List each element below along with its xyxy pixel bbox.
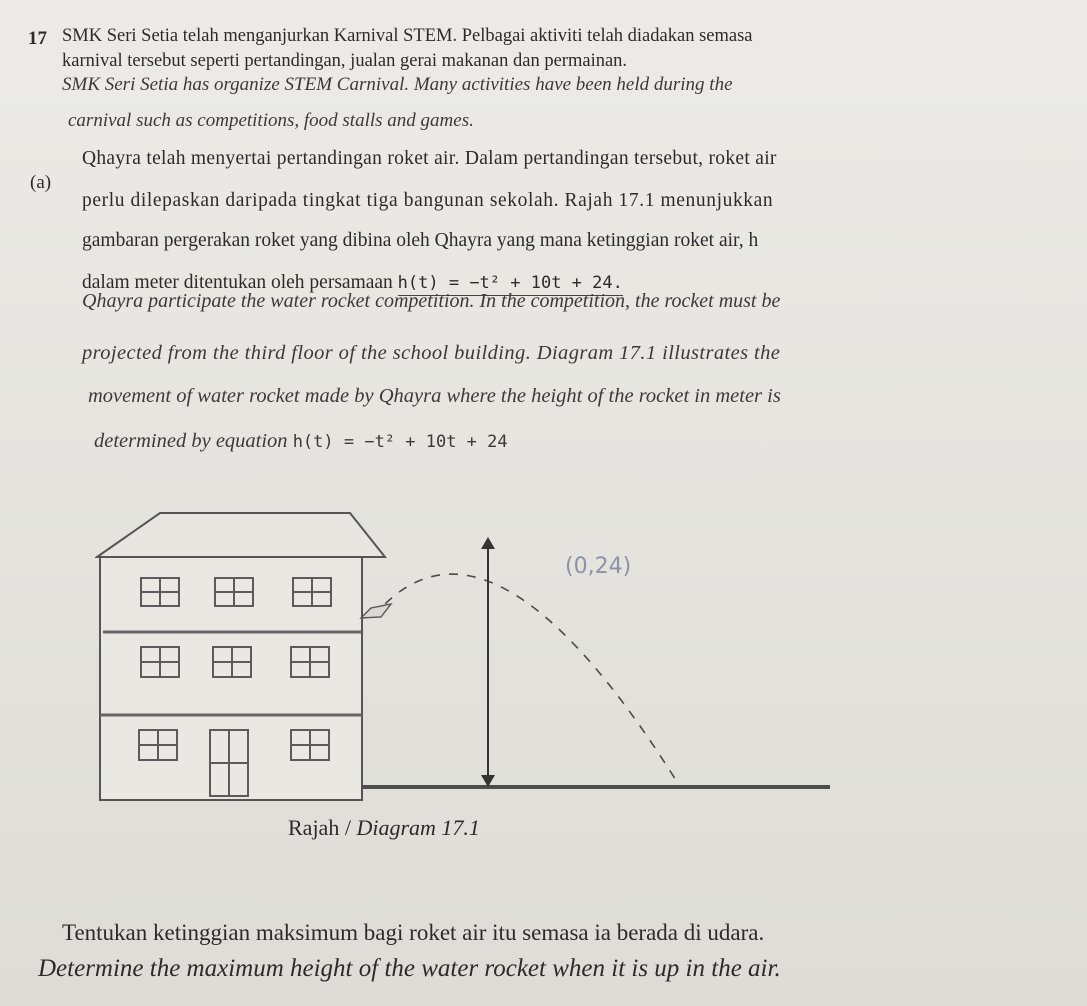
part-a-english-line-4 <box>94 430 508 453</box>
part-a-malay-line-2: perlu dilepaskan daripada tingkat tiga bangunan sekolah. Rajah 17.1 menunjukkan <box>82 190 774 211</box>
question-number: 17 <box>28 28 47 49</box>
underlined-equation: h(t) = −t² + 10t + 24. <box>398 273 623 296</box>
part-a-english-prefix: determined by equation <box>94 430 288 452</box>
handwritten-vertex-note: (0,24) <box>565 554 632 579</box>
rocket-icon <box>361 604 391 618</box>
part-a-label: (a) <box>30 172 52 193</box>
intro-malay-line-1: SMK Seri Setia telah menganjurkan Karnival STEM. Pelbagai aktiviti telah diadakan semasa <box>62 26 753 46</box>
intro-english-line-2: carnival such as competitions, food stalls and games. <box>68 110 474 131</box>
caption-english: Diagram 17.1 <box>356 815 480 840</box>
diagram-caption <box>288 815 480 841</box>
building-roof <box>97 513 385 557</box>
caption-malay: Rajah / <box>288 815 351 840</box>
part-a-english-line-2: projected from the third floor of the school building. Diagram 17.1 illustrates the <box>82 342 781 364</box>
part-a-english-line-3: movement of water rocket made by Qhayra where the height of the rocket in meter is <box>88 385 781 407</box>
part-a-malay-prefix: dalam meter ditentukan oleh persamaan <box>82 272 393 293</box>
arrow-up-icon <box>481 537 495 549</box>
task-malay: Tentukan ketinggian maksimum bagi roket air itu semasa ia berada di udara. <box>62 920 765 945</box>
equation: h(t) = −t² + 10t + 24 <box>292 432 508 452</box>
building-rocket-diagram <box>95 505 835 805</box>
intro-english-line-1: SMK Seri Setia has organize STEM Carnival. Many activities have been held during the <box>62 74 733 95</box>
rocket-trajectory <box>373 574 679 785</box>
intro-malay-line-2: karnival tersebut seperti pertandingan, jualan gerai makanan dan permainan. <box>62 51 628 71</box>
part-a-malay-line-3: gambaran pergerakan roket yang dibina oleh Qhayra yang mana ketinggian roket air, h <box>82 230 759 251</box>
task-english: Determine the maximum height of the water rocket when it is up in the air. <box>38 955 781 982</box>
part-a-malay-line-1: Qhayra telah menyertai pertandingan roket air. Dalam pertandingan tersebut, roket air <box>82 148 777 169</box>
part-a-english-line-1: Qhayra participate the water rocket competition. In the competition, the rocket must be <box>82 290 781 312</box>
